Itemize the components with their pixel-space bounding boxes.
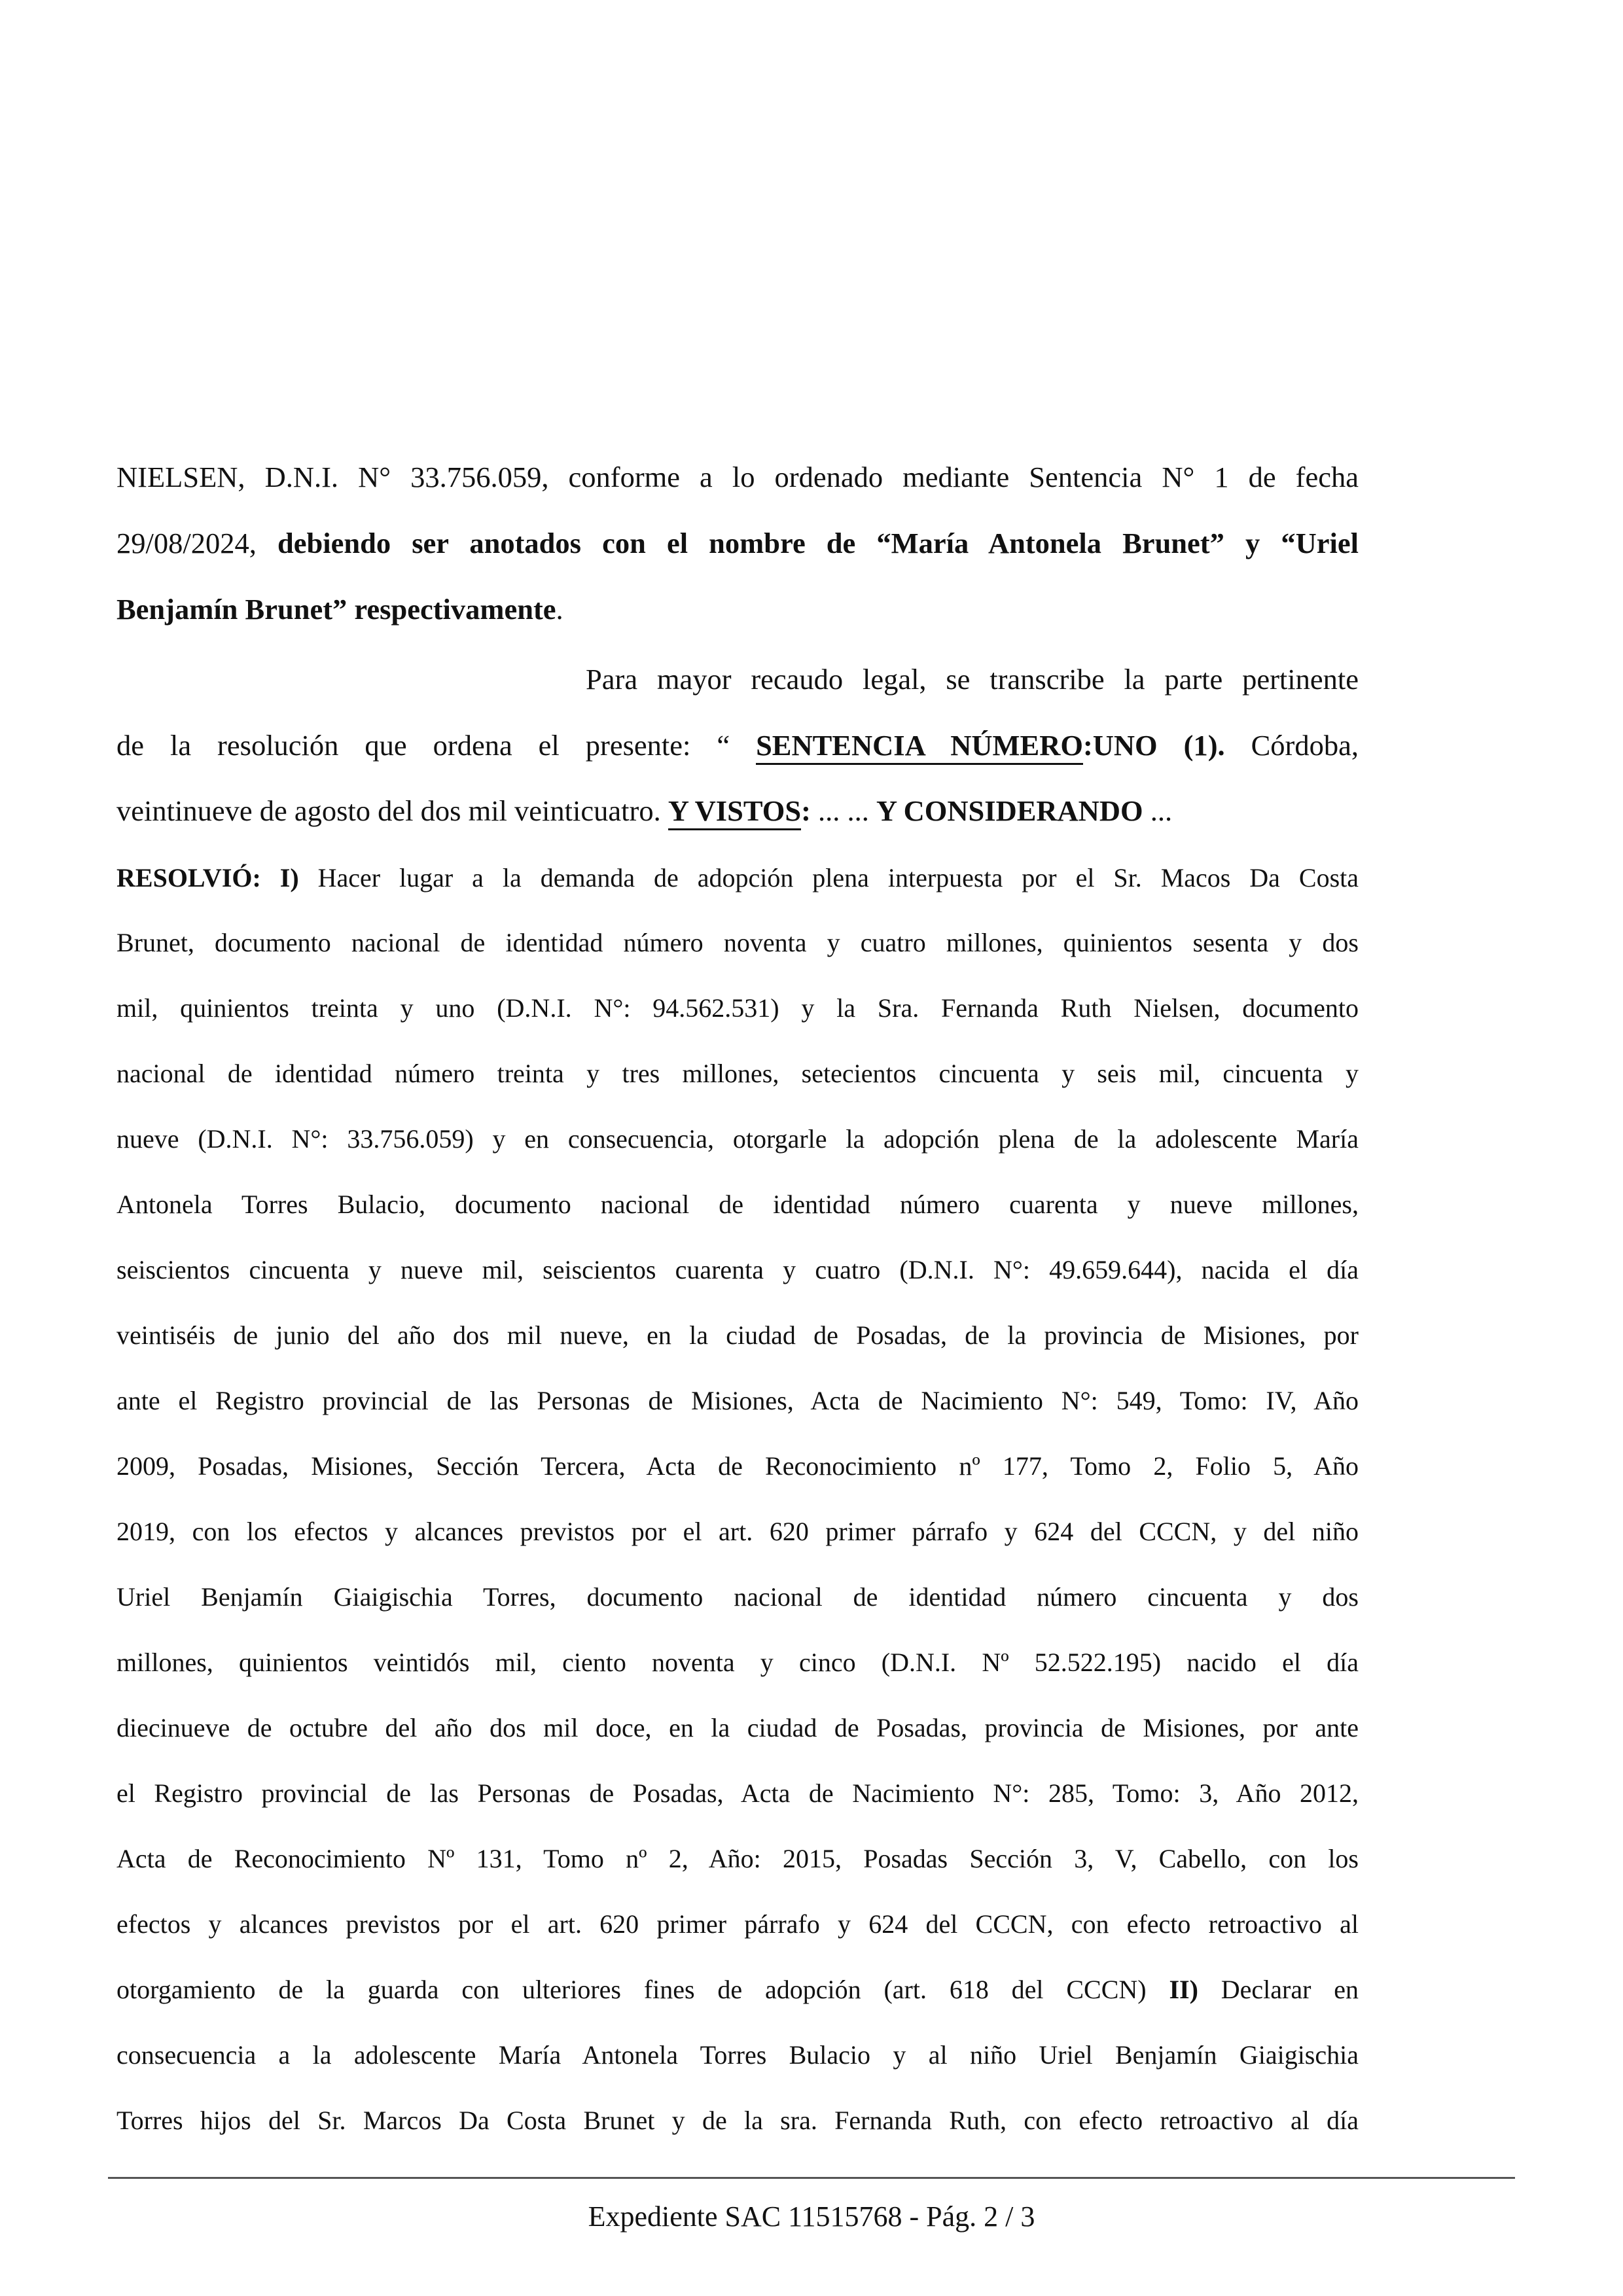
resolution-line: veintiséis de junio del año dos mil nueve, en la ciudad de Posadas, de la provincia de Misiones, por: [116, 1320, 1359, 1350]
resolution-line: Brunet, documento nacional de identidad número noventa y cuatro millones, quinientos sesenta y dos: [116, 928, 1359, 957]
body-line: de la resolución que ordena el presente: “ SENTENCIA NÚMERO:UNO (1). Córdoba,: [116, 728, 1359, 762]
resolution-line: RESOLVIÓ: I) Hacer lugar a la demanda de adopción plena interpuesta por el Sr. Macos Da Costa: [116, 863, 1359, 892]
body-line: 29/08/2024, debiendo ser anotados con el nombre de “María Antonela Brunet” y “Uriel: [116, 527, 1359, 559]
resolution-line: consecuencia a la adolescente María Antonela Torres Bulacio y al niño Uriel Benjamín Giaigischia: [116, 2040, 1359, 2070]
resolution-line: ante el Registro provincial de las Personas de Misiones, Acta de Nacimiento N°: 549, Tomo: IV, Año: [116, 1386, 1359, 1415]
sentence-heading: SENTENCIA NÚMERO: [756, 729, 1083, 765]
vistos-heading: Y VISTOS: [668, 794, 801, 830]
resolution-line: otorgamiento de la guarda con ulteriores fines de adopción (art. 618 del CCCN) II) Declarar en: [116, 1975, 1359, 2004]
footer-divider: [108, 2177, 1515, 2179]
body-line: NIELSEN, D.N.I. N° 33.756.059, conforme a lo ordenado mediante Sentencia N° 1 de fecha: [116, 461, 1359, 493]
resolution-line: 2019, con los efectos y alcances previstos por el art. 620 primer párrafo y 624 del CCCN, y del niño: [116, 1517, 1359, 1546]
body-line: Benjamín Brunet” respectivamente.: [116, 593, 563, 626]
body-line: Para mayor recaudo legal, se transcribe la parte pertinente: [586, 663, 1359, 696]
resolution-line: el Registro provincial de las Personas de Posadas, Acta de Nacimiento N°: 285, Tomo: 3, Año 2012,: [116, 1778, 1359, 1808]
resolution-line: nacional de identidad número treinta y tres millones, setecientos cincuenta y seis mil, cincuenta y: [116, 1059, 1359, 1088]
resolution-line: seiscientos cincuenta y nueve mil, seiscientos cuarenta y cuatro (D.N.I. N°: 49.659.644), nacida el día: [116, 1255, 1359, 1284]
resolution-line: nueve (D.N.I. N°: 33.756.059) y en consecuencia, otorgarle la adopción plena de la adolescente María: [116, 1124, 1359, 1154]
resolution-line: diecinueve de octubre del año dos mil doce, en la ciudad de Posadas, provincia de Misiones, por ante: [116, 1713, 1359, 1742]
resolution-line: millones, quinientos veintidós mil, ciento noventa y cinco (D.N.I. Nº 52.522.195) nacido el día: [116, 1648, 1359, 1677]
page-footer: Expediente SAC 11515768 - Pág. 2 / 3: [588, 2200, 1035, 2233]
resolution-line: 2009, Posadas, Misiones, Sección Tercera, Acta de Reconocimiento nº 177, Tomo 2, Folio 5, Año: [116, 1451, 1359, 1481]
resolution-line: Uriel Benjamín Giaigischia Torres, documento nacional de identidad número cincuenta y dos: [116, 1582, 1359, 1612]
resolution-line: efectos y alcances previstos por el art. 620 primer párrafo y 624 del CCCN, con efecto retroactivo al: [116, 1909, 1359, 1939]
body-line: veintinueve de agosto del dos mil veinticuatro. Y VISTOS: ... ... Y CONSIDERANDO ...: [116, 794, 1359, 828]
resolution-line: mil, quinientos treinta y uno (D.N.I. N°: 94.562.531) y la Sra. Fernanda Ruth Nielsen, documento: [116, 993, 1359, 1023]
resolution-line: Acta de Reconocimiento Nº 131, Tomo nº 2, Año: 2015, Posadas Sección 3, V, Cabello, con los: [116, 1844, 1359, 1873]
resolution-line: Antonela Torres Bulacio, documento nacional de identidad número cuarenta y nueve millones,: [116, 1190, 1359, 1219]
considerando-heading: Y CONSIDERANDO: [876, 794, 1143, 827]
resolution-line: Torres hijos del Sr. Marcos Da Costa Brunet y de la sra. Fernanda Ruth, con efecto retroactivo al día: [116, 2106, 1359, 2135]
